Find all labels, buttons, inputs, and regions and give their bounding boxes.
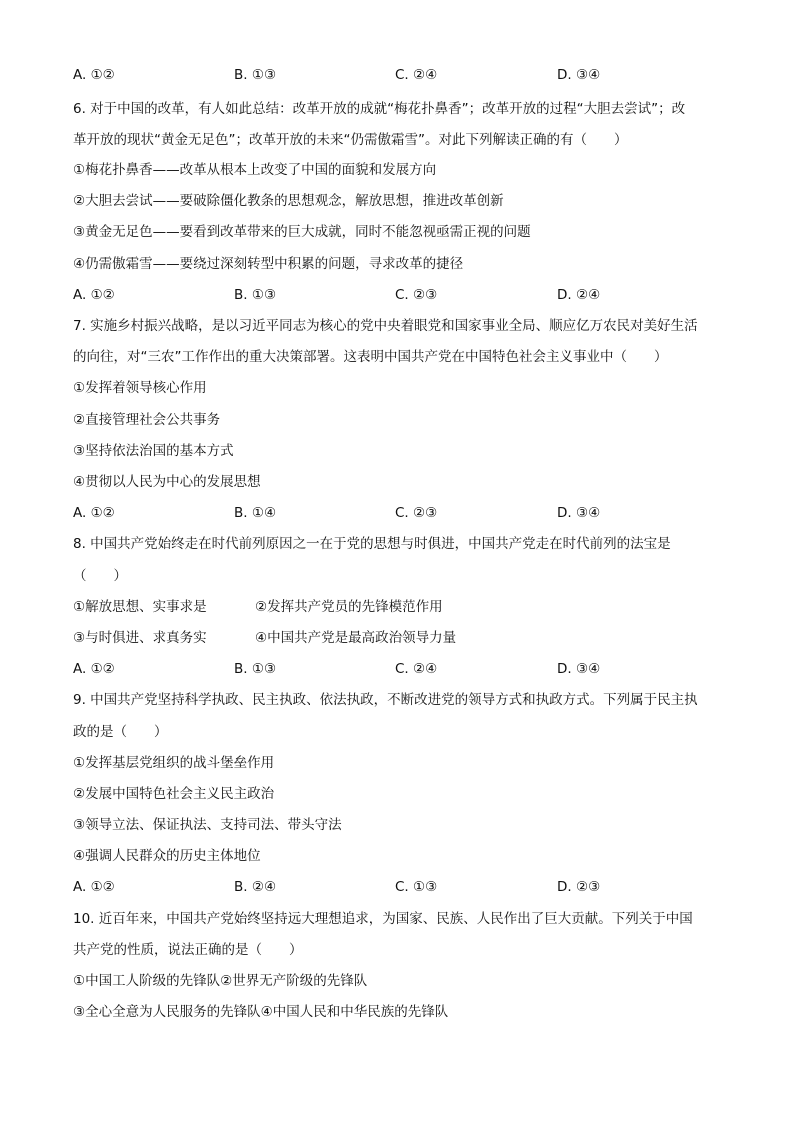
q9-item-4: ④强调人民群众的历史主体地位	[73, 848, 261, 864]
q7-stem-line1: 7. 实施乡村振兴战略，是以习近平同志为核心的党中央着眼党和国家事业全局、顺应亿万农民对美好生活	[73, 318, 698, 334]
q8-option-b[interactable]: B. ①③	[234, 661, 277, 677]
q9-options	[73, 877, 733, 897]
q7-item-2: ②直接管理社会公共事务	[73, 412, 221, 428]
q5-options	[73, 65, 733, 85]
q6-option-c[interactable]: C. ②③	[395, 287, 438, 303]
q8-item-1: ①解放思想、实事求是	[73, 599, 207, 615]
q6-item-2: ②大胆去尝试——要破除僵化教条的思想观念，解放思想，推进改革创新	[73, 193, 504, 209]
q7-item-4: ④贯彻以人民为中心的发展思想	[73, 474, 261, 490]
q6-option-d[interactable]: D. ②④	[557, 287, 601, 303]
q6-item-3: ③黄金无足色——要看到改革带来的巨大成就，同时不能忽视亟需正视的问题	[73, 224, 531, 240]
q6-options	[73, 285, 733, 305]
q5-option-a[interactable]: A. ①②	[73, 67, 115, 83]
q7-options	[73, 503, 733, 523]
q9-item-3: ③领导立法、保证执法、支持司法、带头守法	[73, 817, 342, 833]
q9-item-1: ①发挥基层党组织的战斗堡垒作用	[73, 755, 275, 771]
q7-option-c[interactable]: C. ②③	[395, 505, 438, 521]
q6-item-4: ④仍需傲霜雪——要绕过深刻转型中积累的问题，寻求改革的捷径	[73, 256, 464, 272]
q9-option-c[interactable]: C. ①③	[395, 879, 438, 895]
q8-options	[73, 659, 733, 679]
q8-option-d[interactable]: D. ③④	[557, 661, 601, 677]
q8-stem-line2: （ ）	[73, 568, 127, 584]
q10-stem-line1: 10. 近百年来，中国共产党始终坚持远大理想追求，为国家、民族、人民作出了巨大贡献。下列关于中国	[73, 911, 693, 927]
q10-item-row2: ③全心全意为人民服务的先锋队④中国人民和中华民族的先锋队	[73, 1004, 449, 1020]
q5-option-b[interactable]: B. ①③	[234, 67, 277, 83]
q8-item-3: ③与时俱进、求真务实	[73, 630, 207, 646]
q8-option-a[interactable]: A. ①②	[73, 661, 115, 677]
q9-stem-line2: 政的是（ ）	[73, 724, 168, 740]
q10-item-row1: ①中国工人阶级的先锋队②世界无产阶级的先锋队	[73, 973, 368, 989]
q7-item-1: ①发挥着领导核心作用	[73, 380, 207, 396]
q7-option-d[interactable]: D. ③④	[557, 505, 601, 521]
q8-items-row1	[73, 597, 733, 617]
q6-option-a[interactable]: A. ①②	[73, 287, 115, 303]
q7-item-3: ③坚持依法治国的基本方式	[73, 443, 234, 459]
q6-option-b[interactable]: B. ①③	[234, 287, 277, 303]
q9-stem-line1: 9. 中国共产党坚持科学执政、民主执政、依法执政，不断改进党的领导方式和执政方式。下列属于民主执	[73, 692, 698, 708]
q9-option-a[interactable]: A. ①②	[73, 879, 115, 895]
q7-stem-line2: 的向往，对“三农”工作作出的重大决策部署。这表明中国共产党在中国特色社会主义事业中（ ）	[73, 349, 668, 365]
q6-item-1: ①梅花扑鼻香——改革从根本上改变了中国的面貌和发展方向	[73, 162, 437, 178]
q6-stem-line2: 革开放的现状“黄金无足色”；改革开放的未来“仍需傲霜雪”。对此下列解读正确的有（ ）	[73, 132, 628, 148]
q8-stem-line1: 8. 中国共产党始终走在时代前列原因之一在于党的思想与时俱进，中国共产党走在时代前列的法宝是	[73, 536, 671, 552]
q5-option-d[interactable]: D. ③④	[557, 67, 601, 83]
q8-item-4: ④中国共产党是最高政治领导力量	[255, 630, 457, 646]
q8-items-row2	[73, 628, 733, 648]
q9-option-b[interactable]: B. ②④	[234, 879, 277, 895]
q9-item-2: ②发展中国特色社会主义民主政治	[73, 786, 275, 802]
q10-stem-line2: 共产党的性质，说法正确的是（ ）	[73, 942, 303, 958]
q8-item-2: ②发挥共产党员的先锋模范作用	[255, 599, 443, 615]
q9-option-d[interactable]: D. ②③	[557, 879, 601, 895]
q7-option-b[interactable]: B. ①④	[234, 505, 277, 521]
q8-option-c[interactable]: C. ②④	[395, 661, 438, 677]
q5-option-c[interactable]: C. ②④	[395, 67, 438, 83]
q7-option-a[interactable]: A. ①②	[73, 505, 115, 521]
q6-stem-line1: 6. 对于中国的改革，有人如此总结：改革开放的成就“梅花扑鼻香”；改革开放的过程“大胆去尝试”；改	[73, 101, 686, 117]
